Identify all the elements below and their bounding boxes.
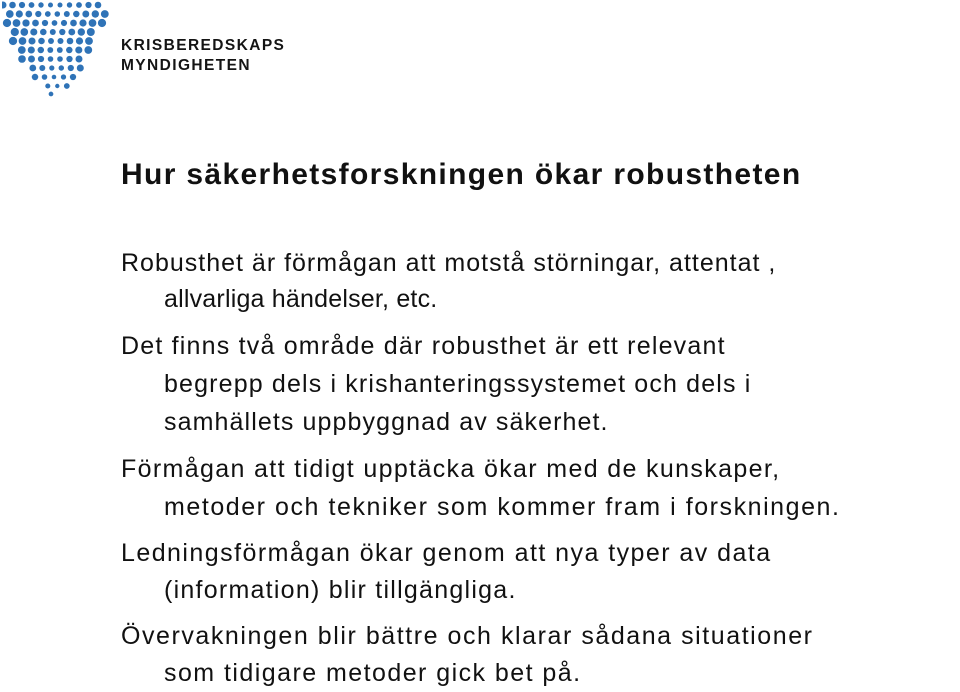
bullet-text-line: Förmågan att tidigt upptäcka ökar med de kunskaper, [121,455,781,483]
emblem-dot [55,84,59,88]
emblem-dot [18,46,26,54]
bullet-text-line: Ledningsförmågan ökar genom att nya typer av data [121,539,772,567]
emblem-dot [78,28,85,35]
emblem-dot [75,46,82,53]
emblem-dot [32,74,39,81]
emblem-dot [9,2,16,9]
emblem-dot [45,83,50,88]
logo-wordmark [121,36,285,76]
emblem-dot [49,92,54,97]
bullet-text-line: som tidigare metoder gick bet på. [164,659,582,687]
dotted-shield-emblem-icon [2,0,114,100]
emblem-dot [76,56,83,63]
emblem-dot [42,74,48,80]
emblem-dot [2,2,7,9]
emblem-dot [57,56,63,62]
emblem-dot [6,10,14,18]
emblem-dot [67,2,72,7]
bullet-text-line: allvarliga händelser, etc. [164,285,438,313]
emblem-dot [45,11,51,17]
bullet-text-line: metoder och tekniker som kommer fram i forskningen. [164,493,841,521]
emblem-dot [18,55,26,63]
emblem-dot [19,2,25,8]
emblem-dot [57,38,63,44]
emblem-dot [13,19,21,27]
emblem-dot [85,2,91,8]
emblem-dot [38,38,45,45]
emblem-dot [57,47,63,53]
emblem-dot [29,2,35,8]
emblem-dot [16,10,23,17]
bullet-text-line: begrepp dels i krishanteringssystemet och dels i [164,370,752,398]
emblem-dot [59,29,65,35]
emblem-dot [66,56,72,62]
emblem-dot [28,56,35,63]
emblem-dot [77,64,84,71]
emblem-dot [85,37,93,45]
emblem-dot [76,2,82,8]
emblem-dot [79,19,86,26]
agency-logo [0,0,300,100]
emblem-dot [57,2,62,7]
emblem-dot [52,75,57,80]
emblem-dot [98,19,106,27]
emblem-dot [67,38,74,45]
emblem-dot [82,11,89,18]
emblem-dot [39,65,45,71]
emblem-dot [73,11,79,17]
emblem-dot [11,28,19,36]
logo-line-1: KRISBEREDSKAPS [121,37,286,54]
emblem-dot [52,20,58,26]
slide-title: Hur säkerhetsforskningen ökar robustheten [121,158,802,191]
emblem-dot [30,28,37,35]
emblem-dot [76,37,83,44]
emblem-dot [101,10,109,18]
emblem-dot [68,29,75,36]
bullet-text-line: Det finns två område där robusthet är ett relevant [121,332,726,360]
emblem-dot [35,11,41,17]
emblem-dot [38,47,45,54]
emblem-dot [70,74,76,80]
emblem-dot [32,20,39,27]
emblem-dot [95,2,102,9]
emblem-dot [61,20,67,26]
emblem-dot [64,83,70,89]
emblem-dot [25,11,32,18]
emblem-dot [22,19,29,26]
emblem-dot [48,38,54,44]
emblem-dot [84,46,92,54]
emblem-dot [40,29,47,36]
emblem-dot [55,11,61,17]
emblem-dot [49,65,54,70]
emblem-dot [61,74,66,79]
emblem-dot [87,28,95,36]
emblem-dot [48,3,53,8]
emblem-dot [28,46,35,53]
emblem-dot [48,56,54,62]
emblem-dot [29,65,36,72]
emblem-dot [28,37,35,44]
emblem-dot [50,29,56,35]
emblem-dot [19,37,27,45]
emblem-dot [38,56,44,62]
emblem-dot [92,10,99,17]
emblem-dot [64,11,70,17]
emblem-dot [59,65,64,70]
emblem-dot [9,37,17,45]
emblem-dot [66,47,73,54]
emblem-dot [70,20,77,27]
bullet-text-line: Robusthet är förmågan att motstå störningar, attentat , [121,249,777,277]
emblem-dot [42,20,48,26]
emblem-dot [3,19,11,27]
bullet-text-line: samhällets uppbyggnad av säkerhet. [164,408,609,436]
bullet-text-line: Övervakningen blir bättre och klarar sådana situationer [121,622,814,650]
emblem-dot [47,47,53,53]
emblem-dot [89,19,97,27]
emblem-dot [20,28,28,36]
bullet-text-line: (information) blir tillgängliga. [164,576,517,604]
logo-line-2: MYNDIGHETEN [121,57,251,74]
emblem-dot [38,2,43,7]
emblem-dot [68,65,74,71]
